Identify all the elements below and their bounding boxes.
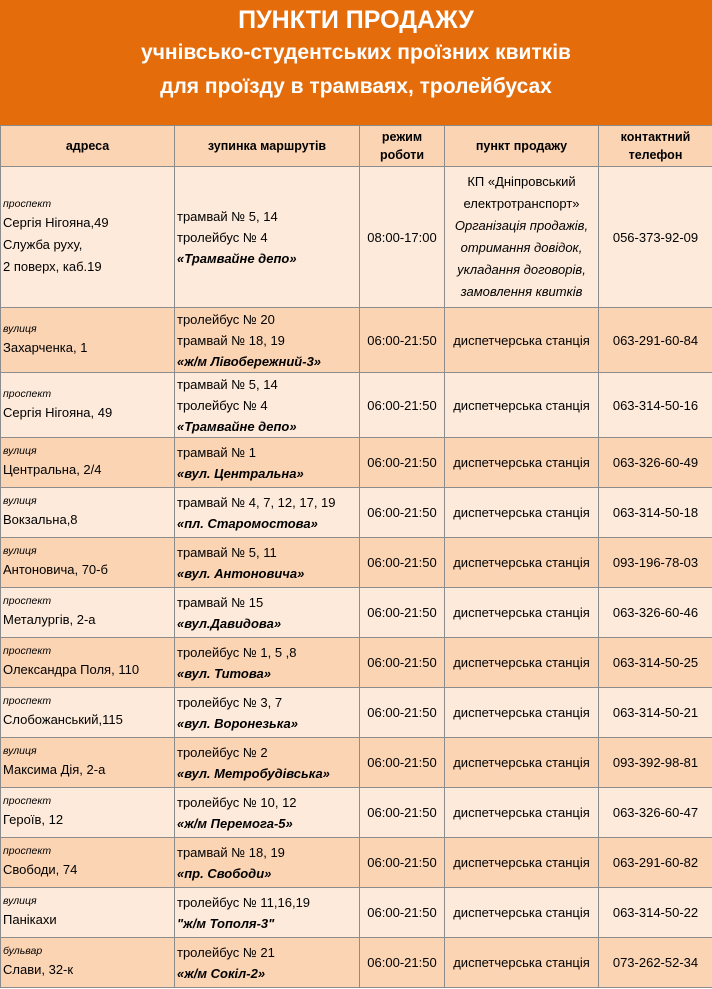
table-row xyxy=(1,688,712,738)
street-type: вулиця xyxy=(3,745,37,757)
address-line: Героїв, 12 xyxy=(3,812,64,827)
stop-cell xyxy=(175,838,360,888)
address-line: Панікахи xyxy=(3,912,57,927)
route-line: тролейбус № 1, 5 ,8 xyxy=(177,644,297,660)
street-type: вулиця xyxy=(3,322,37,335)
street-type: проспект xyxy=(3,387,52,400)
address-cell xyxy=(1,308,175,373)
hours-cell: 06:00-21:50 xyxy=(360,938,445,988)
stop-name: «вул. Центральна» xyxy=(177,465,304,481)
address-cell xyxy=(1,688,175,738)
route-line: трамвай № 18, 19 xyxy=(177,844,285,860)
street-type: вулиця xyxy=(3,445,37,457)
street-type: проспект xyxy=(3,845,52,857)
address-cell xyxy=(1,588,175,638)
stop-name: «пр. Свободи» xyxy=(177,865,272,881)
point-cell: диспетчерська станція xyxy=(445,308,599,373)
street-type: проспект xyxy=(3,795,52,807)
route-line: тролейбус № 10, 12 xyxy=(177,794,297,810)
stop-cell xyxy=(175,638,360,688)
stop-cell xyxy=(175,788,360,838)
route-line: тролейбус № 2 xyxy=(177,744,268,760)
route-line: трамвай № 15 xyxy=(177,594,264,610)
page-subtitle-1: учнівсько-студентських проїзних квитків xyxy=(141,41,571,64)
stop-cell xyxy=(175,308,360,373)
phone-cell: 063-326-60-47 xyxy=(599,788,712,838)
column-header-phone xyxy=(599,126,712,167)
point-cell: диспетчерська станція xyxy=(445,738,599,788)
phone-cell: 063-314-50-21 xyxy=(599,688,712,738)
stop-name: «ж/м Перемога-5» xyxy=(177,815,293,831)
street-type: проспект xyxy=(3,695,52,707)
phone-cell: 063-314-50-18 xyxy=(599,488,712,538)
address-line: Служба руху, xyxy=(3,236,83,252)
table-row xyxy=(1,938,712,988)
table-row xyxy=(1,438,712,488)
point-cell: диспетчерська станція xyxy=(445,538,599,588)
point-cell: диспетчерська станція xyxy=(445,688,599,738)
column-header-stop: зупинка маршрутів xyxy=(175,126,360,167)
stop-cell xyxy=(175,538,360,588)
page-title: ПУНКТИ ПРОДАЖУ xyxy=(238,6,474,34)
table-row xyxy=(1,738,712,788)
street-type: проспект xyxy=(3,645,52,657)
table-row xyxy=(1,538,712,588)
hours-cell: 06:00-21:50 xyxy=(360,438,445,488)
point-name-line: КП «Дніпровський xyxy=(467,174,576,189)
stop-name: «вул. Антоновича» xyxy=(177,565,305,581)
address-cell xyxy=(1,167,175,308)
column-header-phone-line2: телефон xyxy=(628,148,683,162)
stop-cell xyxy=(175,488,360,538)
phone-cell: 063-314-50-16 xyxy=(599,373,712,438)
table-row xyxy=(1,167,712,308)
stop-cell xyxy=(175,938,360,988)
stop-cell xyxy=(175,167,360,308)
address-cell xyxy=(1,488,175,538)
street-type: вулиця xyxy=(3,495,37,507)
table-row xyxy=(1,488,712,538)
hours-cell: 06:00-21:50 xyxy=(360,373,445,438)
address-cell xyxy=(1,938,175,988)
hours-cell: 06:00-21:50 xyxy=(360,888,445,938)
route-line: тролейбус № 20 xyxy=(177,311,275,327)
point-cell: диспетчерська станція xyxy=(445,488,599,538)
address-line: Сергія Нігояна, 49 xyxy=(3,404,113,420)
street-type: бульвар xyxy=(3,945,43,957)
table-row xyxy=(1,788,712,838)
point-cell: диспетчерська станція xyxy=(445,938,599,988)
point-desc-line: отримання довідок, xyxy=(460,240,583,255)
route-line: трамвай № 5, 14 xyxy=(177,376,278,392)
stop-name: "ж/м Тополя-3" xyxy=(177,915,275,931)
hours-cell: 06:00-21:50 xyxy=(360,838,445,888)
address-line: Центральна, 2/4 xyxy=(3,462,102,477)
address-line: Олександра Поля, 110 xyxy=(3,662,140,677)
point-desc-line: укладання договорів, xyxy=(457,262,586,277)
point-name-line: електротранспорт» xyxy=(463,196,580,211)
address-line: Свободи, 74 xyxy=(3,862,78,877)
address-line: Вокзальна,8 xyxy=(3,512,78,527)
hours-cell: 06:00-21:50 xyxy=(360,638,445,688)
address-line: Сергія Нігояна,49 xyxy=(3,214,109,230)
point-cell: диспетчерська станція xyxy=(445,588,599,638)
phone-cell: 093-392-98-81 xyxy=(599,738,712,788)
stop-cell xyxy=(175,588,360,638)
phone-cell: 093-196-78-03 xyxy=(599,538,712,588)
address-cell xyxy=(1,738,175,788)
column-header-phone-line1: контактний xyxy=(620,130,691,144)
point-cell: диспетчерська станція xyxy=(445,373,599,438)
stop-name: «вул. Титова» xyxy=(177,665,271,681)
stop-name: «вул.Давидова» xyxy=(177,615,282,631)
point-cell: диспетчерська станція xyxy=(445,838,599,888)
route-line: трамвай № 5, 14 xyxy=(177,208,278,224)
route-line: трамвай № 18, 19 xyxy=(177,332,285,348)
address-line: Слави, 32-к xyxy=(3,962,74,977)
column-header-point: пункт продажу xyxy=(445,126,599,167)
column-header-hours-line1: режим xyxy=(381,130,423,144)
route-line: трамвай № 1 xyxy=(177,444,257,460)
stop-name: «вул. Воронезька» xyxy=(177,715,298,731)
address-line: Антоновича, 70-б xyxy=(3,562,108,577)
hours-cell: 06:00-21:50 xyxy=(360,308,445,373)
stop-cell xyxy=(175,738,360,788)
hours-cell: 06:00-21:50 xyxy=(360,588,445,638)
street-type: вулиця xyxy=(3,895,37,907)
street-type: проспект xyxy=(3,197,52,210)
point-desc-line: Організація продажів, xyxy=(454,218,589,233)
stop-name: «ж/м Сокіл-2» xyxy=(177,965,266,981)
phone-cell: 073-262-52-34 xyxy=(599,938,712,988)
point-desc-line: замовлення квитків xyxy=(460,284,583,299)
point-cell: диспетчерська станція xyxy=(445,888,599,938)
stop-name: «Трамвайне депо» xyxy=(177,250,297,266)
point-cell: диспетчерська станція xyxy=(445,788,599,838)
point-cell: диспетчерська станція xyxy=(445,438,599,488)
column-header-hours xyxy=(360,126,445,167)
table-row xyxy=(1,888,712,938)
stop-cell xyxy=(175,373,360,438)
hours-cell: 06:00-21:50 xyxy=(360,788,445,838)
address-cell xyxy=(1,373,175,438)
table-row xyxy=(1,638,712,688)
stop-cell xyxy=(175,888,360,938)
address-line: Слобожанський,115 xyxy=(3,712,123,727)
page-subtitle-2: для проїзду в трамваях, тролейбусах xyxy=(160,75,552,98)
phone-cell: 063-314-50-25 xyxy=(599,638,712,688)
address-cell xyxy=(1,788,175,838)
street-type: проспект xyxy=(3,595,52,607)
hours-cell: 06:00-21:50 xyxy=(360,488,445,538)
address-cell xyxy=(1,838,175,888)
address-cell xyxy=(1,438,175,488)
route-line: тролейбус № 3, 7 xyxy=(177,694,283,710)
street-type: вулиця xyxy=(3,545,37,557)
phone-cell: 063-291-60-82 xyxy=(599,838,712,888)
hours-cell: 08:00-17:00 xyxy=(360,167,445,308)
hours-cell: 06:00-21:50 xyxy=(360,738,445,788)
route-line: трамвай № 4, 7, 12, 17, 19 xyxy=(177,494,336,510)
phone-cell: 063-326-60-49 xyxy=(599,438,712,488)
page-header xyxy=(0,0,712,125)
phone-cell: 063-314-50-22 xyxy=(599,888,712,938)
stop-name: «пл. Старомостова» xyxy=(177,515,318,531)
table-header-row xyxy=(1,126,712,167)
stop-name: «ж/м Лівобережний-3» xyxy=(177,353,322,369)
sales-points-table xyxy=(0,125,712,988)
phone-cell: 063-291-60-84 xyxy=(599,308,712,373)
address-cell xyxy=(1,888,175,938)
route-line: тролейбус № 11,16,19 xyxy=(177,894,311,910)
address-line: Металургів, 2-а xyxy=(3,612,96,627)
hours-cell: 06:00-21:50 xyxy=(360,688,445,738)
route-line: тролейбус № 4 xyxy=(177,229,268,245)
table-row xyxy=(1,308,712,373)
phone-cell: 056-373-92-09 xyxy=(599,167,712,308)
stop-cell xyxy=(175,688,360,738)
hours-cell: 06:00-21:50 xyxy=(360,538,445,588)
table-row xyxy=(1,588,712,638)
column-header-address: адреса xyxy=(1,126,175,167)
stop-name: «вул. Метробудівська» xyxy=(177,765,330,781)
column-header-hours-line2: роботи xyxy=(379,148,425,162)
route-line: тролейбус № 4 xyxy=(177,397,268,413)
address-line: Захарченка, 1 xyxy=(3,339,88,355)
address-line: Максима Дія, 2-а xyxy=(3,762,106,777)
address-cell xyxy=(1,538,175,588)
point-cell: диспетчерська станція xyxy=(445,638,599,688)
route-line: тролейбус № 21 xyxy=(177,944,275,960)
stop-cell xyxy=(175,438,360,488)
address-cell xyxy=(1,638,175,688)
route-line: трамвай № 5, 11 xyxy=(177,544,277,560)
address-line: 2 поверх, каб.19 xyxy=(3,258,102,274)
phone-cell: 063-326-60-46 xyxy=(599,588,712,638)
table-row xyxy=(1,838,712,888)
table-row xyxy=(1,373,712,438)
stop-name: «Трамвайне депо» xyxy=(177,418,297,434)
point-cell xyxy=(445,167,599,308)
